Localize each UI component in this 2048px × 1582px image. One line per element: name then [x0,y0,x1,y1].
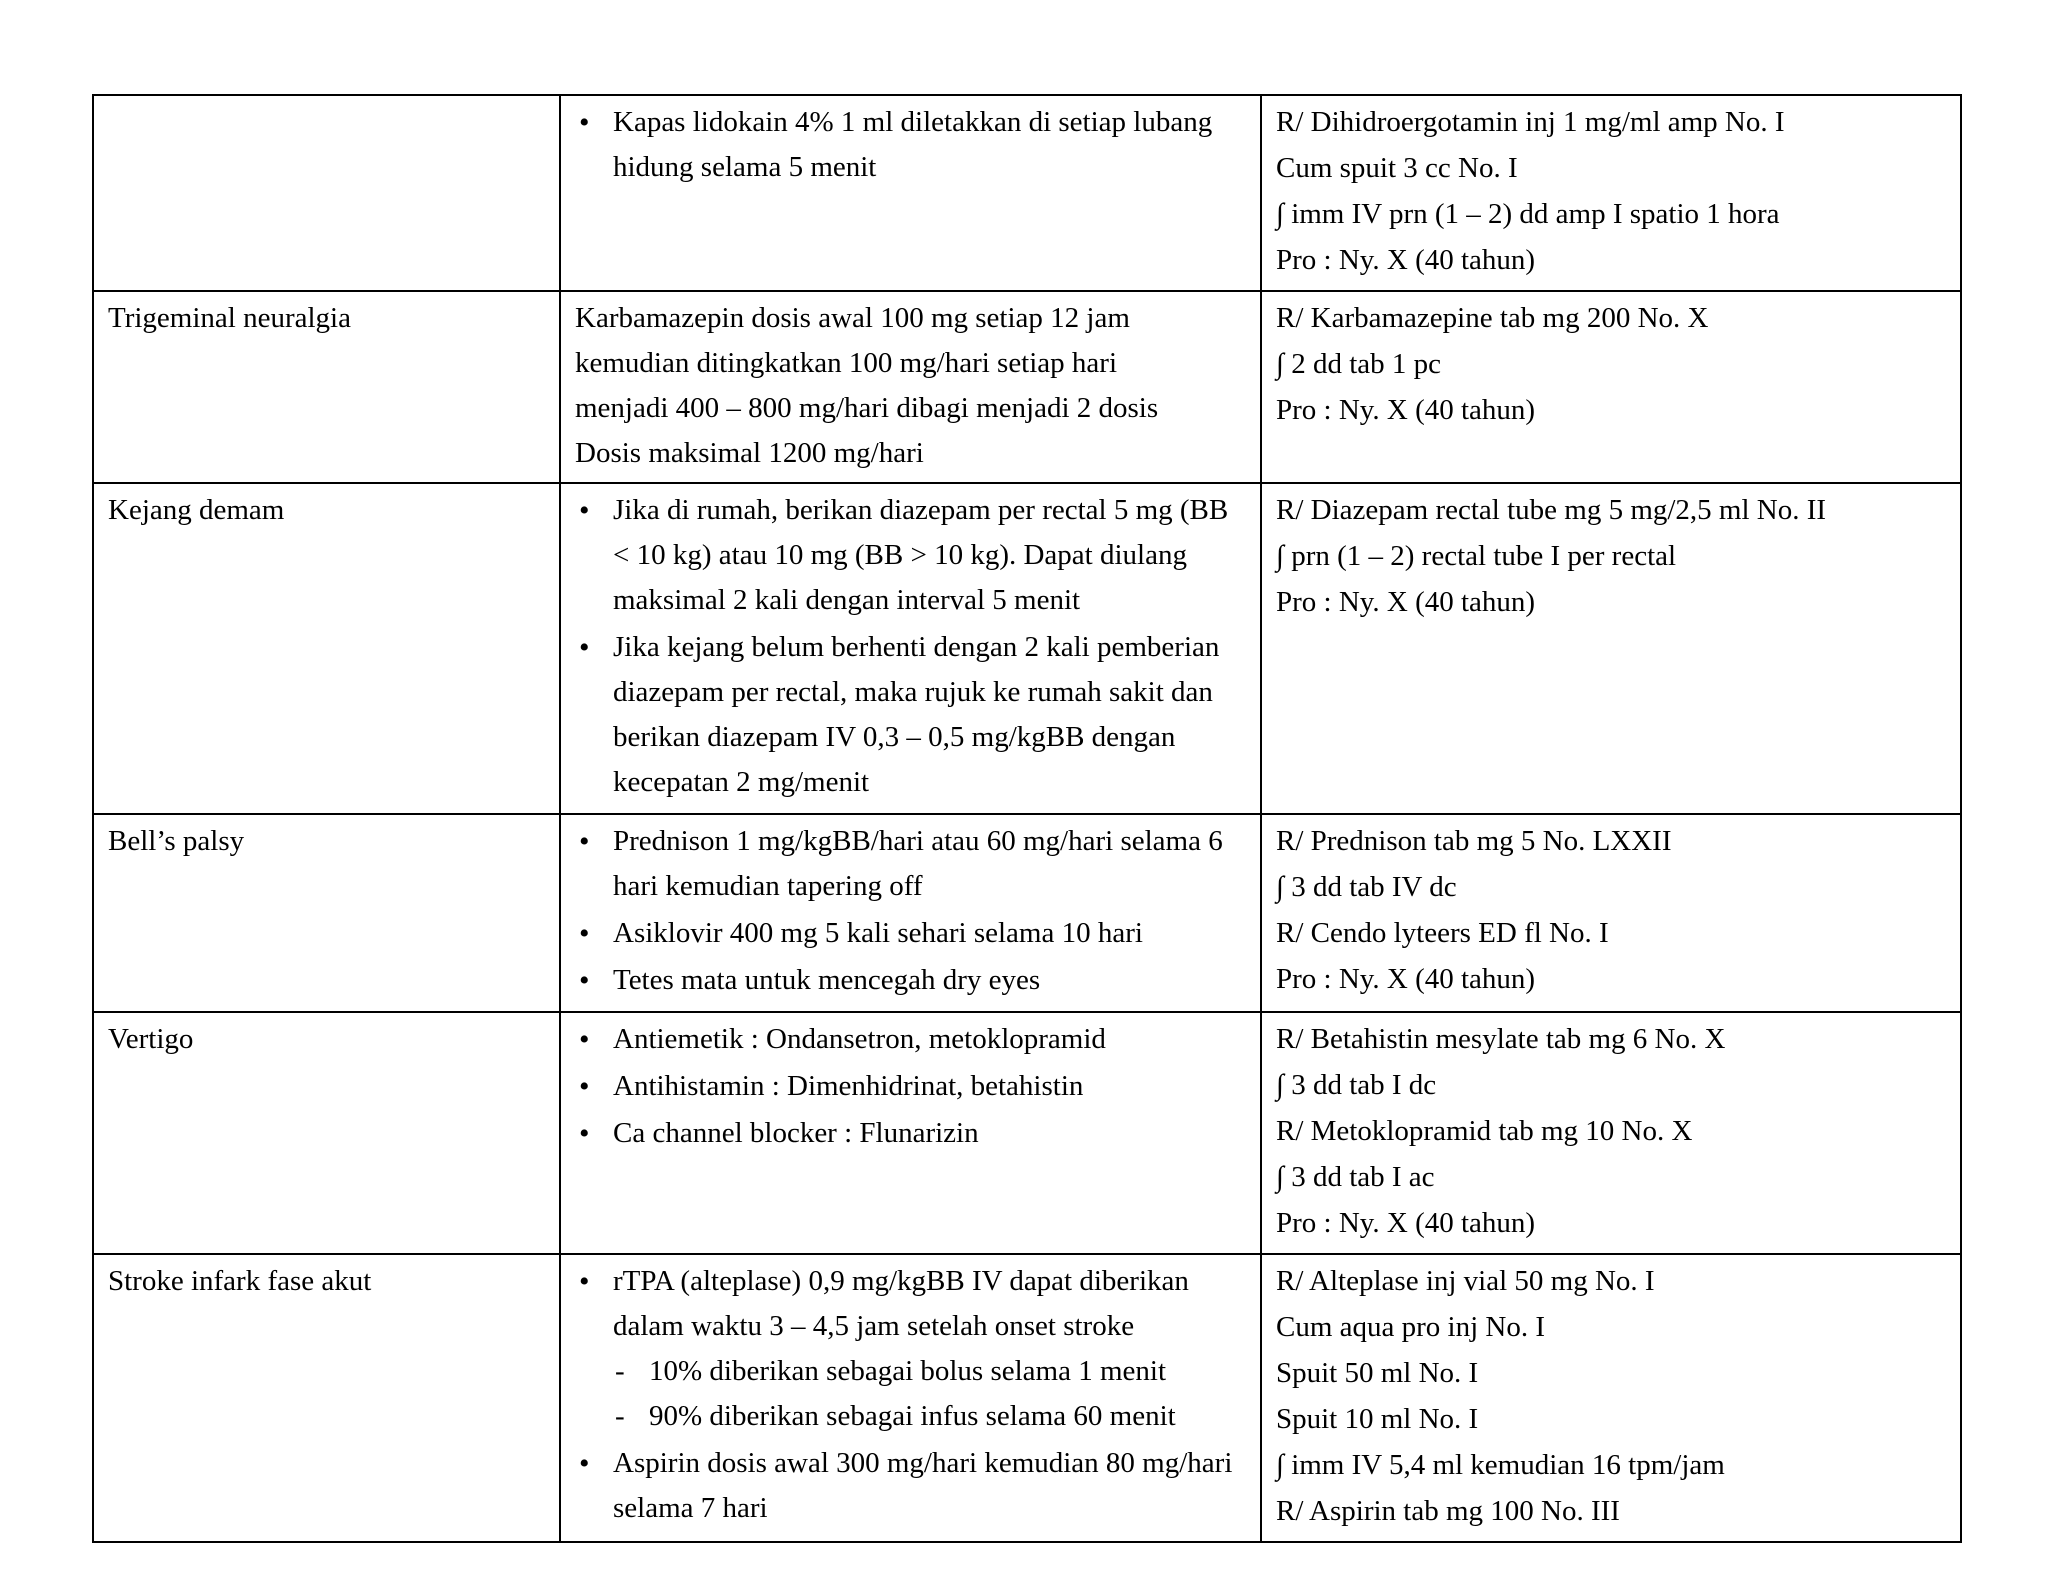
prescription-cell [1261,1254,1961,1542]
therapy-bullet-list [575,1259,1246,1531]
therapy-bullet-item [575,1017,1246,1062]
diagnosis-label: Trigeminal neuralgia [108,302,351,334]
therapy-bullet-item [575,625,1246,805]
diagnosis-cell [93,1012,560,1254]
prescription-cell [1261,291,1961,483]
prescription-line: ∫ 3 dd tab IV dc [1276,871,1457,903]
table-row [93,95,1961,291]
therapy-bullet-text: Antiemetik : Ondansetron, metoklopramid [613,1023,1106,1055]
therapy-bullet-list [575,488,1246,805]
table-row [93,483,1961,814]
therapy-bullet-text: Asiklovir 400 mg 5 kali sehari selama 10 hari [613,917,1143,949]
diagnosis-label: Stroke infark fase akut [108,1265,372,1297]
prescription-cell [1261,1012,1961,1254]
prescription-line: ∫ 3 dd tab I dc [1276,1069,1437,1101]
prescription-line: Cum aqua pro inj No. I [1276,1311,1546,1343]
prescription-line: Pro : Ny. X (40 tahun) [1276,244,1536,276]
therapy-bullet-text: Ca channel blocker : Flunarizin [613,1117,979,1149]
therapy-cell [560,1012,1261,1254]
therapy-bullet-text: Jika kejang belum berhenti dengan 2 kali pemberian diazepam per rectal, maka rujuk ke rumah sakit dan berikan diazepam IV 0,3 – 0,5 mg/kgBB dengan kecepatan 2 mg/menit [613,631,1220,798]
therapy-bullet-item [575,1259,1246,1439]
diagnosis-cell [93,483,560,814]
prescription-line: R/ Karbamazepine tab mg 200 No. X [1276,302,1709,334]
therapy-table-body [93,95,1961,1542]
therapy-bullet-text: Jika di rumah, berikan diazepam per rectal 5 mg (BB < 10 kg) atau 10 mg (BB > 10 kg). Dapat diulang maksimal 2 kali dengan interval 5 menit [613,494,1229,616]
therapy-bullet-item [575,819,1246,909]
therapy-bullet-item [575,911,1246,956]
therapy-sub-item: - 90% diberikan sebagai infus selama 60 menit [613,1394,1246,1439]
prescription-line: R/ Dihidroergotamin inj 1 mg/ml amp No. I [1276,106,1785,138]
prescription-line: R/ Diazepam rectal tube mg 5 mg/2,5 ml No. II [1276,494,1827,526]
therapy-bullet-text: Aspirin dosis awal 300 mg/hari kemudian 80 mg/hari selama 7 hari [613,1447,1233,1524]
therapy-bullet-text: rTPA (alteplase) 0,9 mg/kgBB IV dapat diberikan dalam waktu 3 – 4,5 jam setelah onset stroke [613,1265,1189,1342]
prescription-line: ∫ 3 dd tab I ac [1276,1161,1435,1193]
prescription-line: ∫ prn (1 – 2) rectal tube I per rectal [1276,540,1677,572]
prescription-line: R/ Betahistin mesylate tab mg 6 No. X [1276,1023,1726,1055]
table-row [93,1012,1961,1254]
prescription-line: R/ Metoklopramid tab mg 10 No. X [1276,1115,1693,1147]
therapy-bullet-item [575,1441,1246,1531]
prescription-line: Cum spuit 3 cc No. I [1276,152,1518,184]
prescription-line: Spuit 50 ml No. I [1276,1357,1479,1389]
therapy-line: Karbamazepin dosis awal 100 mg setiap 12 jam [575,302,1130,334]
therapy-cell [560,814,1261,1012]
therapy-bullet-text: Tetes mata untuk mencegah dry eyes [613,964,1041,996]
therapy-cell [560,291,1261,483]
diagnosis-label: Bell’s palsy [108,825,245,857]
prescription-line: R/ Prednison tab mg 5 No. LXXII [1276,825,1672,857]
therapy-cell [560,483,1261,814]
therapy-bullet-item [575,488,1246,623]
prescription-cell [1261,814,1961,1012]
diagnosis-label: Vertigo [108,1023,194,1055]
prescription-line: Pro : Ny. X (40 tahun) [1276,1207,1536,1239]
therapy-bullet-list [575,819,1246,1003]
prescription-line: Pro : Ny. X (40 tahun) [1276,963,1536,995]
therapy-bullet-list [575,1017,1246,1156]
therapy-bullet-text: Antihistamin : Dimenhidrinat, betahistin [613,1070,1084,1102]
prescription-line: R/ Alteplase inj vial 50 mg No. I [1276,1265,1655,1297]
therapy-sub-list [613,1349,1246,1439]
diagnosis-cell [93,291,560,483]
prescription-line: R/ Aspirin tab mg 100 No. III [1276,1495,1620,1527]
therapy-cell [560,95,1261,291]
prescription-line: Spuit 10 ml No. I [1276,1403,1479,1435]
therapy-table [92,94,1962,1543]
therapy-bullet-list [575,100,1246,190]
therapy-line: menjadi 400 – 800 mg/hari dibagi menjadi 2 dosis [575,392,1159,424]
therapy-line: kemudian ditingkatkan 100 mg/hari setiap hari [575,347,1118,379]
prescription-line: ∫ imm IV 5,4 ml kemudian 16 tpm/jam [1276,1449,1725,1481]
table-row [93,1254,1961,1542]
table-row [93,291,1961,483]
therapy-bullet-item [575,100,1246,190]
therapy-bullet-text: Kapas lidokain 4% 1 ml diletakkan di setiap lubang hidung selama 5 menit [613,106,1213,183]
therapy-bullet-item [575,1111,1246,1156]
prescription-line: R/ Cendo lyteers ED fl No. I [1276,917,1609,949]
prescription-line: Pro : Ny. X (40 tahun) [1276,586,1536,618]
diagnosis-cell [93,1254,560,1542]
diagnosis-cell [93,814,560,1012]
therapy-bullet-text: Prednison 1 mg/kgBB/hari atau 60 mg/hari selama 6 hari kemudian tapering off [613,825,1223,902]
prescription-line: ∫ imm IV prn (1 – 2) dd amp I spatio 1 hora [1276,198,1780,230]
prescription-line: ∫ 2 dd tab 1 pc [1276,348,1441,380]
therapy-sub-item: - 10% diberikan sebagai bolus selama 1 menit [613,1349,1246,1394]
table-row [93,814,1961,1012]
therapy-bullet-item [575,1064,1246,1109]
prescription-cell [1261,95,1961,291]
diagnosis-cell [93,95,560,291]
diagnosis-label: Kejang demam [108,494,285,526]
therapy-bullet-item [575,958,1246,1003]
therapy-line: Dosis maksimal 1200 mg/hari [575,437,924,469]
therapy-cell [560,1254,1261,1542]
prescription-cell [1261,483,1961,814]
prescription-line: Pro : Ny. X (40 tahun) [1276,394,1536,426]
